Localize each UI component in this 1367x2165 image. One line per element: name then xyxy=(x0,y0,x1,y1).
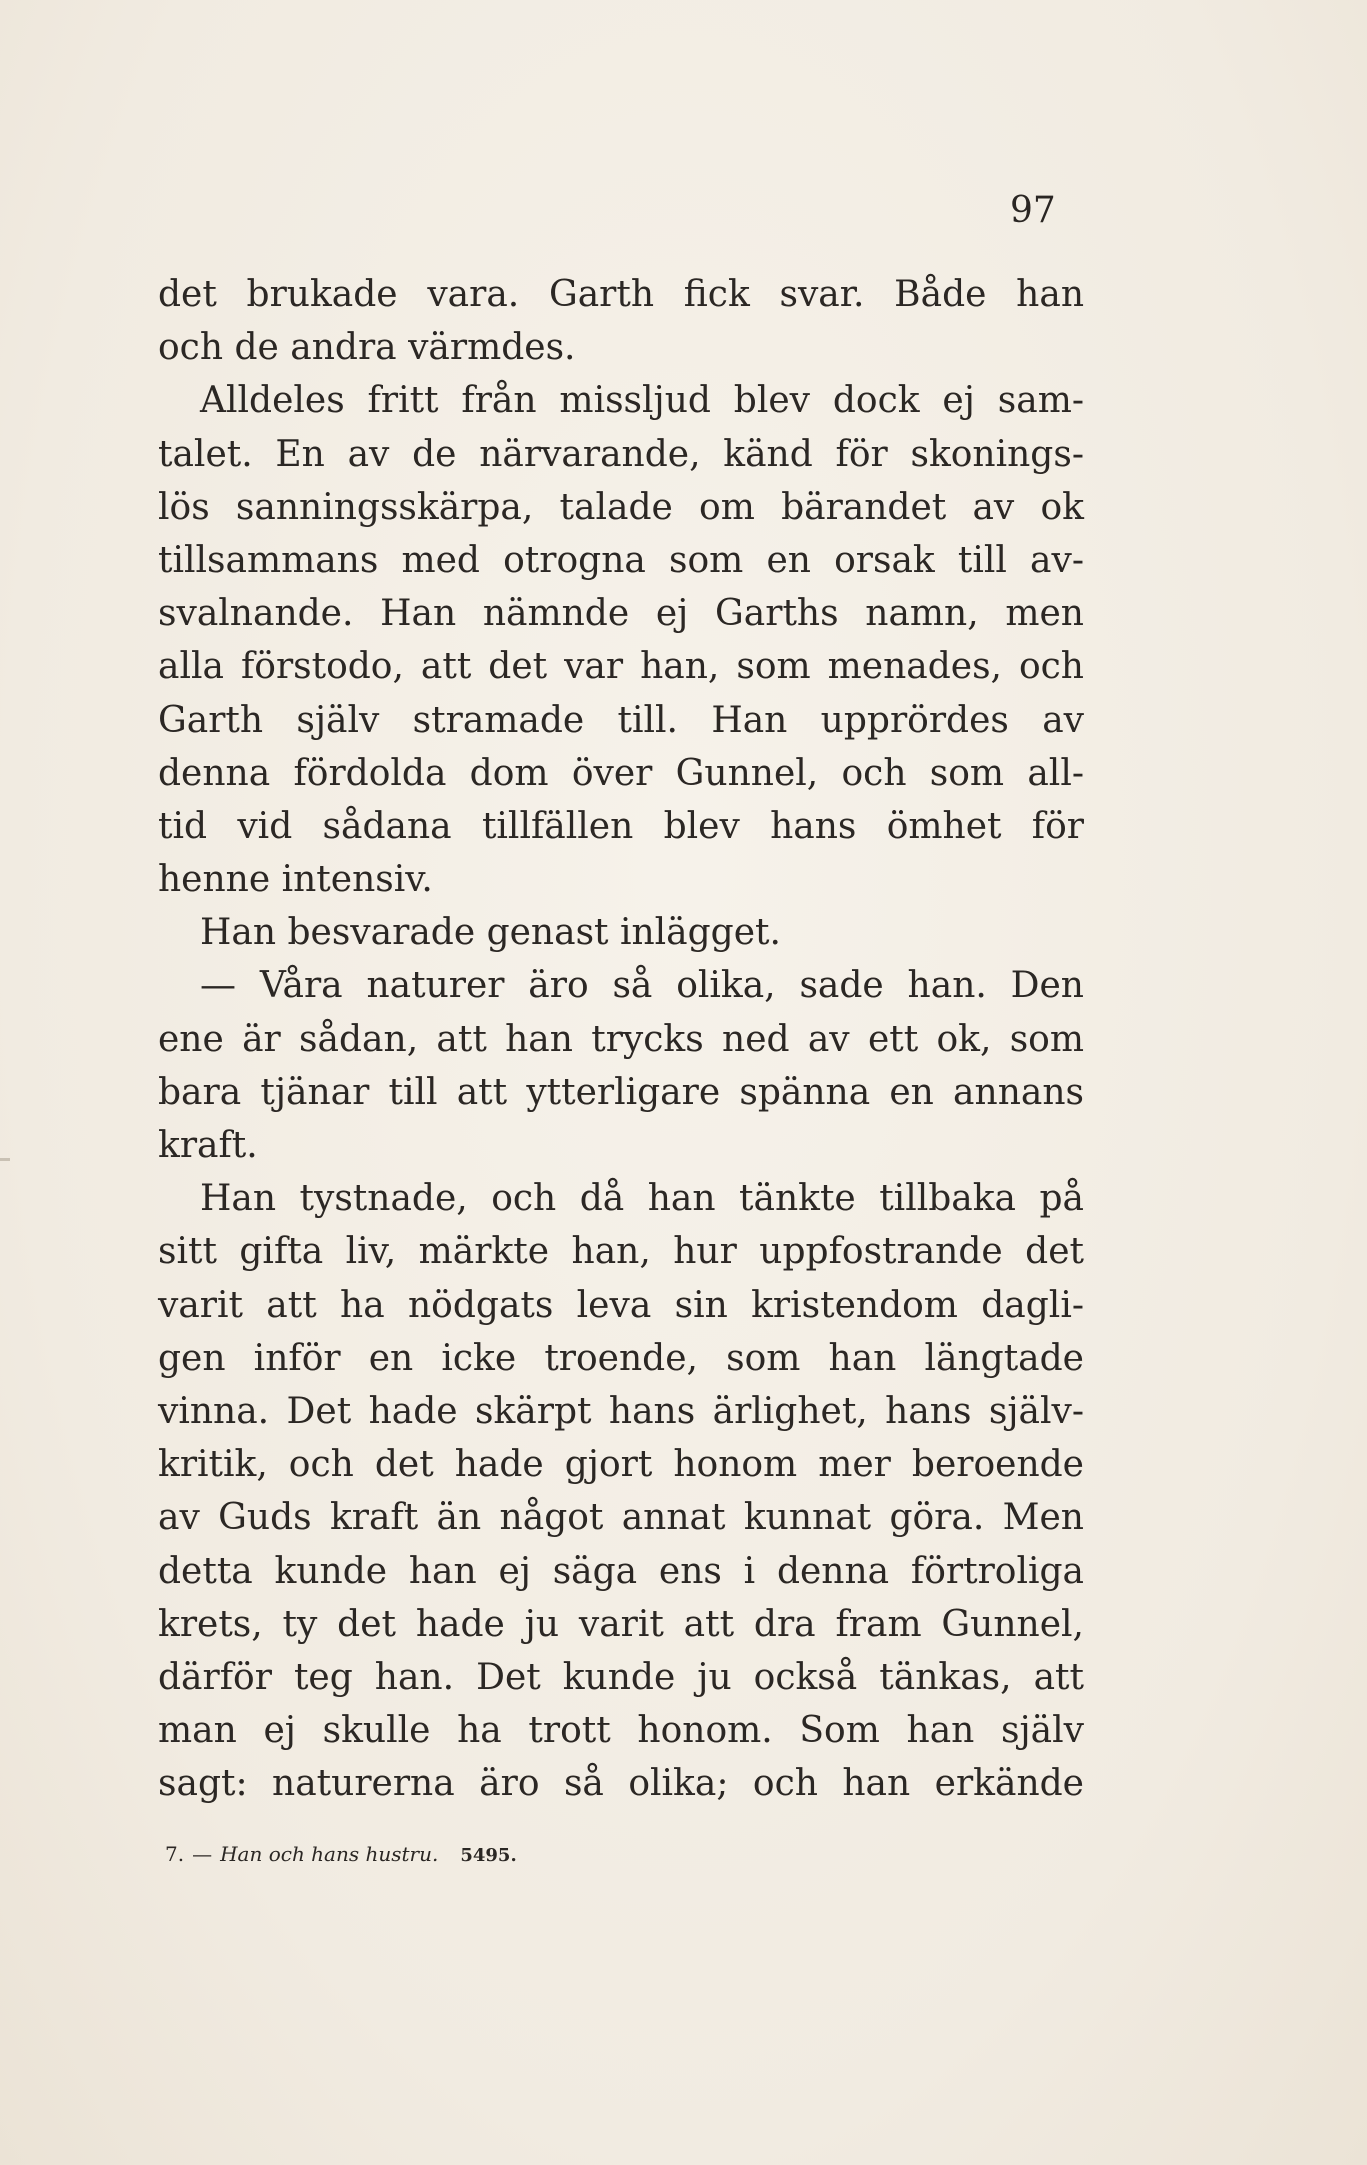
footer-signature-line xyxy=(165,1842,517,1866)
text-line: bara tjänar till att ytterligare spänna en annans xyxy=(158,1071,1084,1113)
text-line: lös sanningsskärpa, talade om bärandet av ok xyxy=(158,486,1084,528)
scan-margin-mark xyxy=(0,1158,10,1161)
text-line: därför teg han. Det kunde ju också tänkas, att xyxy=(158,1656,1084,1698)
text-line: Han besvarade genast inlägget. xyxy=(200,912,781,954)
text-line: Alldeles fritt från missljud blev dock ej sam- xyxy=(200,380,1084,422)
text-line: sagt: naturerna äro så olika; och han erkände xyxy=(158,1763,1084,1805)
page-number: 97 xyxy=(1010,190,1056,231)
text-line: varit att ha nödgats leva sin kristendom dagli- xyxy=(158,1284,1084,1326)
text-line: tillsammans med otrogna som en orsak till av- xyxy=(158,539,1084,581)
body-text xyxy=(158,268,1084,1810)
text-line: ene är sådan, att han trycks ned av ett ok, som xyxy=(158,1018,1084,1060)
text-line: av Guds kraft än något annat kunnat göra. Men xyxy=(158,1497,1084,1539)
text-line: alla förstodo, att det var han, som menades, och xyxy=(158,646,1084,688)
text-line: vinna. Det hade skärpt hans ärlighet, hans själv- xyxy=(158,1390,1084,1432)
footer-dash: — xyxy=(192,1842,213,1866)
text-line: svalnande. Han nämnde ej Garths namn, men xyxy=(158,593,1084,635)
text-line: kritik, och det hade gjort honom mer beroende xyxy=(158,1444,1084,1486)
text-line: kraft. xyxy=(158,1125,258,1166)
text-line: Han tystnade, och då han tänkte tillbaka på xyxy=(200,1178,1084,1220)
text-line: tid vid sådana tillfällen blev hans ömhet för xyxy=(158,805,1084,847)
text-line: sitt gifta liv, märkte han, hur uppfostrande det xyxy=(158,1231,1084,1273)
text-line: henne intensiv. xyxy=(158,859,433,901)
text-line: man ej skulle ha trott honom. Som han själv xyxy=(158,1710,1084,1752)
print-code: 5495. xyxy=(460,1845,517,1866)
text-line: gen inför en icke troende, som han längtade xyxy=(158,1337,1084,1379)
text-line: detta kunde han ej säga ens i denna förtroliga xyxy=(158,1550,1084,1592)
text-line: talet. En av de närvarande, känd för skonings- xyxy=(158,433,1084,475)
running-title: Han och hans hustru. xyxy=(220,1842,439,1866)
text-line: och de andra värmdes. xyxy=(158,327,576,369)
text-line: — Våra naturer äro så olika, sade han. Den xyxy=(200,965,1084,1007)
text-line: Garth själv stramade till. Han upprördes av xyxy=(158,699,1084,741)
signature-mark: 7. xyxy=(165,1842,185,1866)
text-line: det brukade vara. Garth fick svar. Både han xyxy=(158,274,1084,315)
text-line: denna fördolda dom över Gunnel, och som all- xyxy=(158,752,1084,794)
text-line: krets, ty det hade ju varit att dra fram Gunnel, xyxy=(158,1603,1084,1645)
